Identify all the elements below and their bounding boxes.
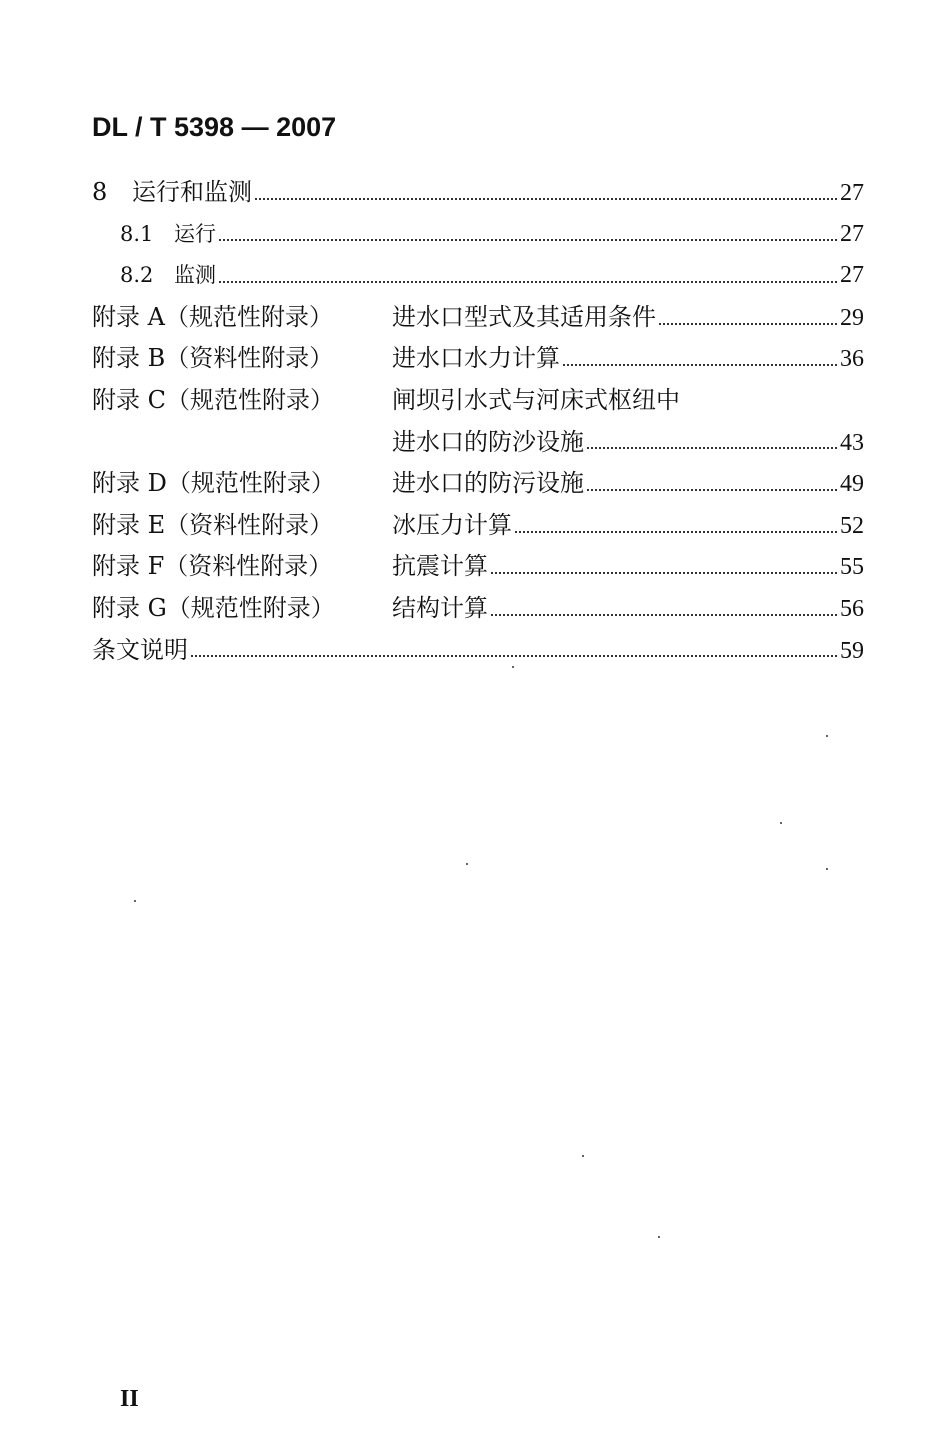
toc-entry[interactable] — [92, 422, 864, 464]
toc-entry-title: 进水口的防污设施 — [392, 469, 584, 498]
document-code: DL / T 5398 — 2007 — [92, 112, 337, 142]
toc-page-number: 36 — [840, 346, 864, 373]
toc-page-number: 27 — [840, 262, 864, 289]
toc-page-number: 59 — [840, 637, 864, 664]
toc-entry-number: 8.1 — [120, 221, 154, 246]
toc-leader-dots — [191, 655, 837, 657]
toc-leader-dots — [255, 198, 837, 200]
toc-entry[interactable] — [92, 297, 864, 339]
toc-leader-dots — [587, 489, 837, 491]
toc-entry-title: 进水口型式及其适用条件 — [392, 302, 656, 331]
toc-page-number: 49 — [840, 471, 864, 498]
toc-entry[interactable] — [92, 380, 864, 422]
toc-leader-dots — [587, 447, 837, 449]
toc-leader-dots — [563, 364, 837, 366]
page-number: II — [120, 1386, 139, 1412]
toc-entry-title: 进水口水力计算 — [392, 344, 560, 373]
toc-entry[interactable] — [92, 505, 864, 547]
toc-entry[interactable] — [92, 255, 864, 297]
toc-entry-title: 冰压力计算 — [392, 510, 512, 539]
toc-entry-title: 闸坝引水式与河床式枢纽中 — [392, 385, 680, 414]
toc-appendix-label: 附录 B（资料性附录） — [92, 344, 334, 373]
toc-entry-title: 抗震计算 — [392, 552, 488, 581]
toc-entry[interactable] — [92, 588, 864, 630]
toc-leader-dots — [219, 239, 837, 241]
toc-appendix-label: 附录 F（资料性附录） — [92, 552, 333, 581]
toc-entry-number: 8 — [92, 178, 108, 206]
toc-entry-title: 运行 — [174, 221, 216, 246]
toc-page-number: 43 — [840, 429, 864, 456]
toc-entry-title: 进水口的防沙设施 — [392, 427, 584, 456]
toc-leader-dots — [659, 323, 837, 325]
toc-leader-dots — [219, 281, 837, 283]
toc-page-number: 56 — [840, 595, 864, 622]
toc-leader-dots — [515, 531, 837, 533]
toc-appendix-label: 附录 A（规范性附录） — [92, 302, 333, 331]
toc-appendix-label: 附录 C（规范性附录） — [92, 385, 334, 414]
toc-page-number: 55 — [840, 554, 864, 581]
toc-entry[interactable] — [92, 172, 864, 214]
toc-appendix-label: 附录 E（资料性附录） — [92, 510, 334, 539]
toc-entry[interactable] — [92, 338, 864, 380]
toc-entry-title: 结构计算 — [392, 593, 488, 622]
table-of-contents — [92, 172, 864, 671]
toc-entry[interactable] — [92, 630, 864, 672]
toc-leader-dots — [491, 614, 837, 616]
toc-entry[interactable] — [92, 546, 864, 588]
toc-leader-dots — [491, 572, 837, 574]
toc-page-number: 27 — [840, 180, 864, 206]
toc-appendix-label: 附录 G（规范性附录） — [92, 593, 335, 622]
toc-page-number: 27 — [840, 220, 864, 247]
toc-page-number: 29 — [840, 304, 864, 331]
toc-entry[interactable] — [92, 463, 864, 505]
toc-entry-title: 监测 — [174, 263, 216, 288]
toc-page-number: 52 — [840, 512, 864, 539]
toc-entry-number: 8.2 — [120, 263, 154, 288]
toc-entry-title: 运行和监测 — [132, 178, 252, 206]
toc-entry-title: 条文说明 — [92, 635, 188, 664]
toc-entry[interactable] — [92, 214, 864, 256]
toc-appendix-label: 附录 D（规范性附录） — [92, 469, 335, 498]
